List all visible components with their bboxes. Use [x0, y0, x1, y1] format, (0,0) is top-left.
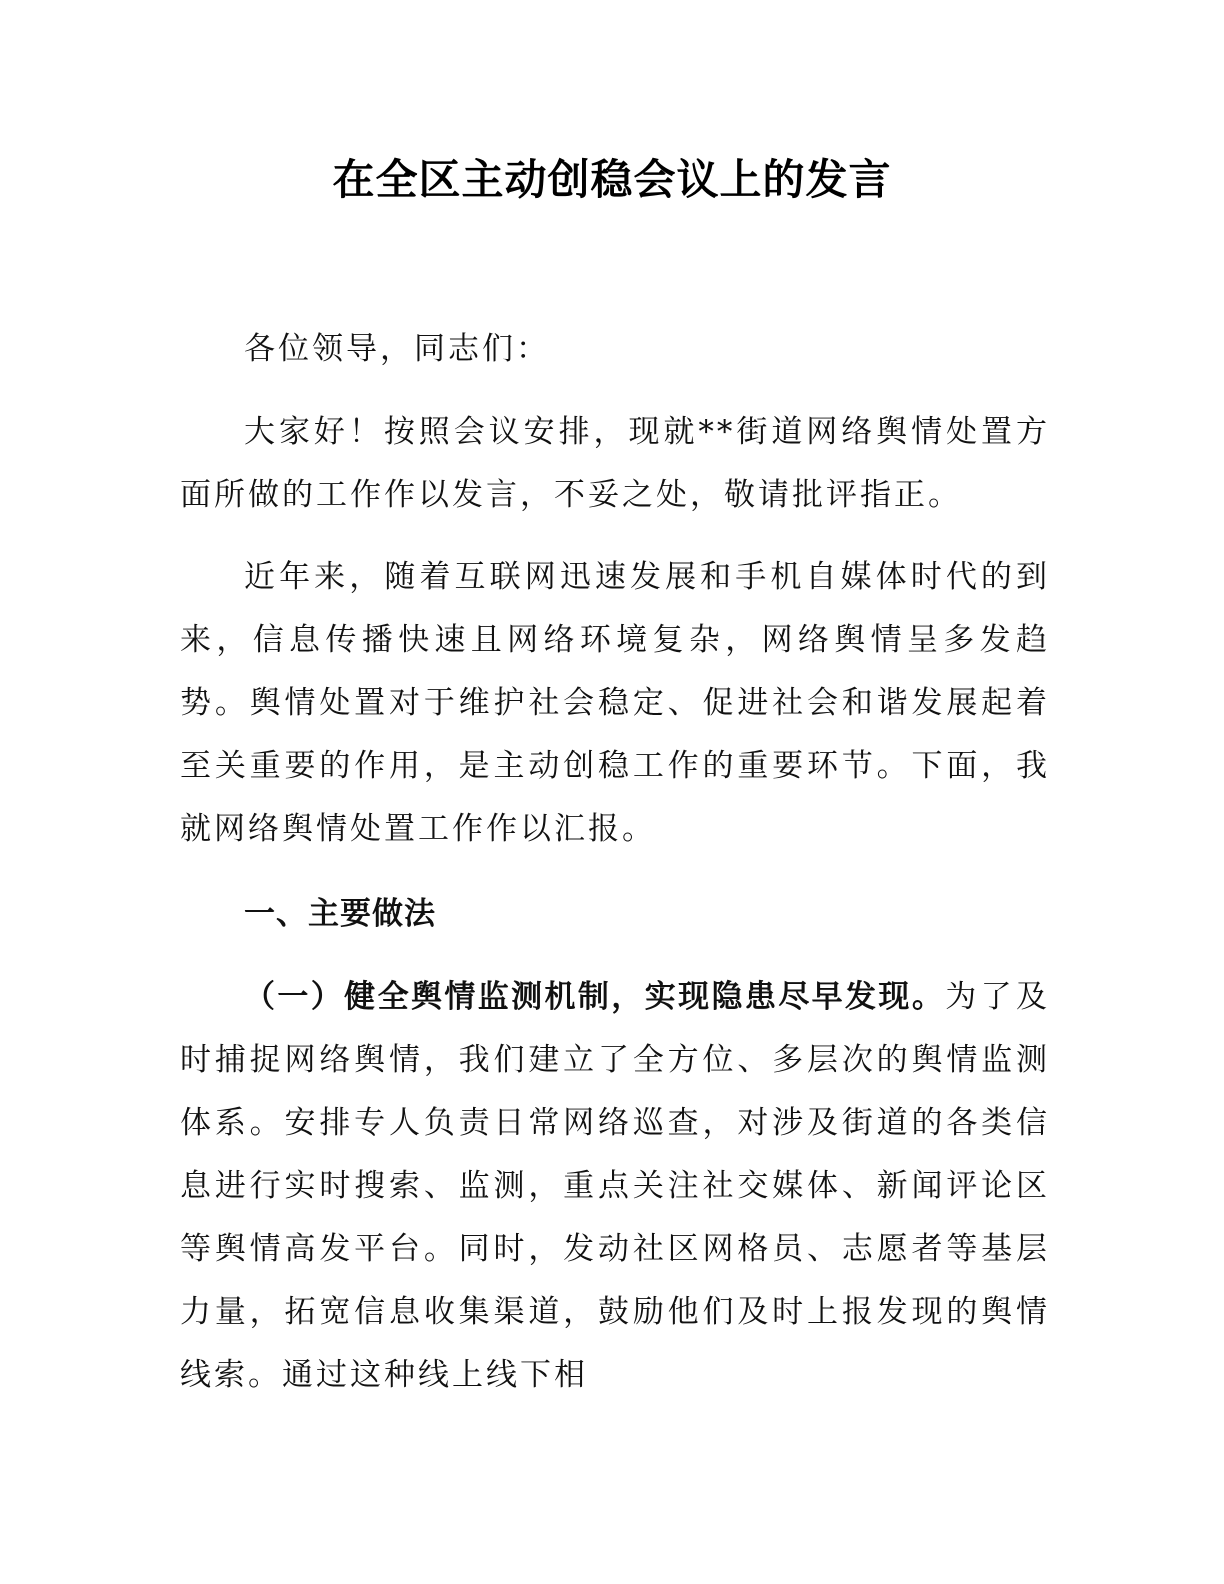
subsection-text: 为了及时捕捉网络舆情，我们建立了全方位、多层次的舆情监测体系。安排专人负责日常网络巡查，对涉及街道的各类信息进行实时搜索、监测，重点关注社交媒体、新闻评论区等舆情高发平台。同时，发动社区网格员、志愿者等基层力量，拓宽信息收集渠道，鼓励他们及时上报发现的舆情线索。通过这种线上线下相 — [180, 979, 1051, 1393]
section-heading: 一、主要做法 — [244, 896, 436, 932]
page-title: 在全区主动创稳会议上的发言 — [332, 155, 892, 204]
subsection-paragraph — [180, 966, 1050, 1407]
context-paragraph: 近年来，随着互联网迅速发展和手机自媒体时代的到来，信息传播快速且网络环境复杂，网络舆情呈多发趋势。舆情处置对于维护社会稳定、促进社会和谐发展起着至关重要的作用，是主动创稳工作的重要环节。下面，我就网络舆情处置工作作以汇报。 — [180, 559, 1050, 847]
intro-paragraph: 大家好！按照会议安排，现就**街道网络舆情处置方面所做的工作作以发言，不妥之处，敬请批评指正。 — [180, 414, 1050, 513]
subsection-lead: （一）健全舆情监测机制，实现隐患尽早发现。 — [244, 979, 946, 1015]
greeting-paragraph: 各位领导，同志们： — [244, 331, 550, 367]
